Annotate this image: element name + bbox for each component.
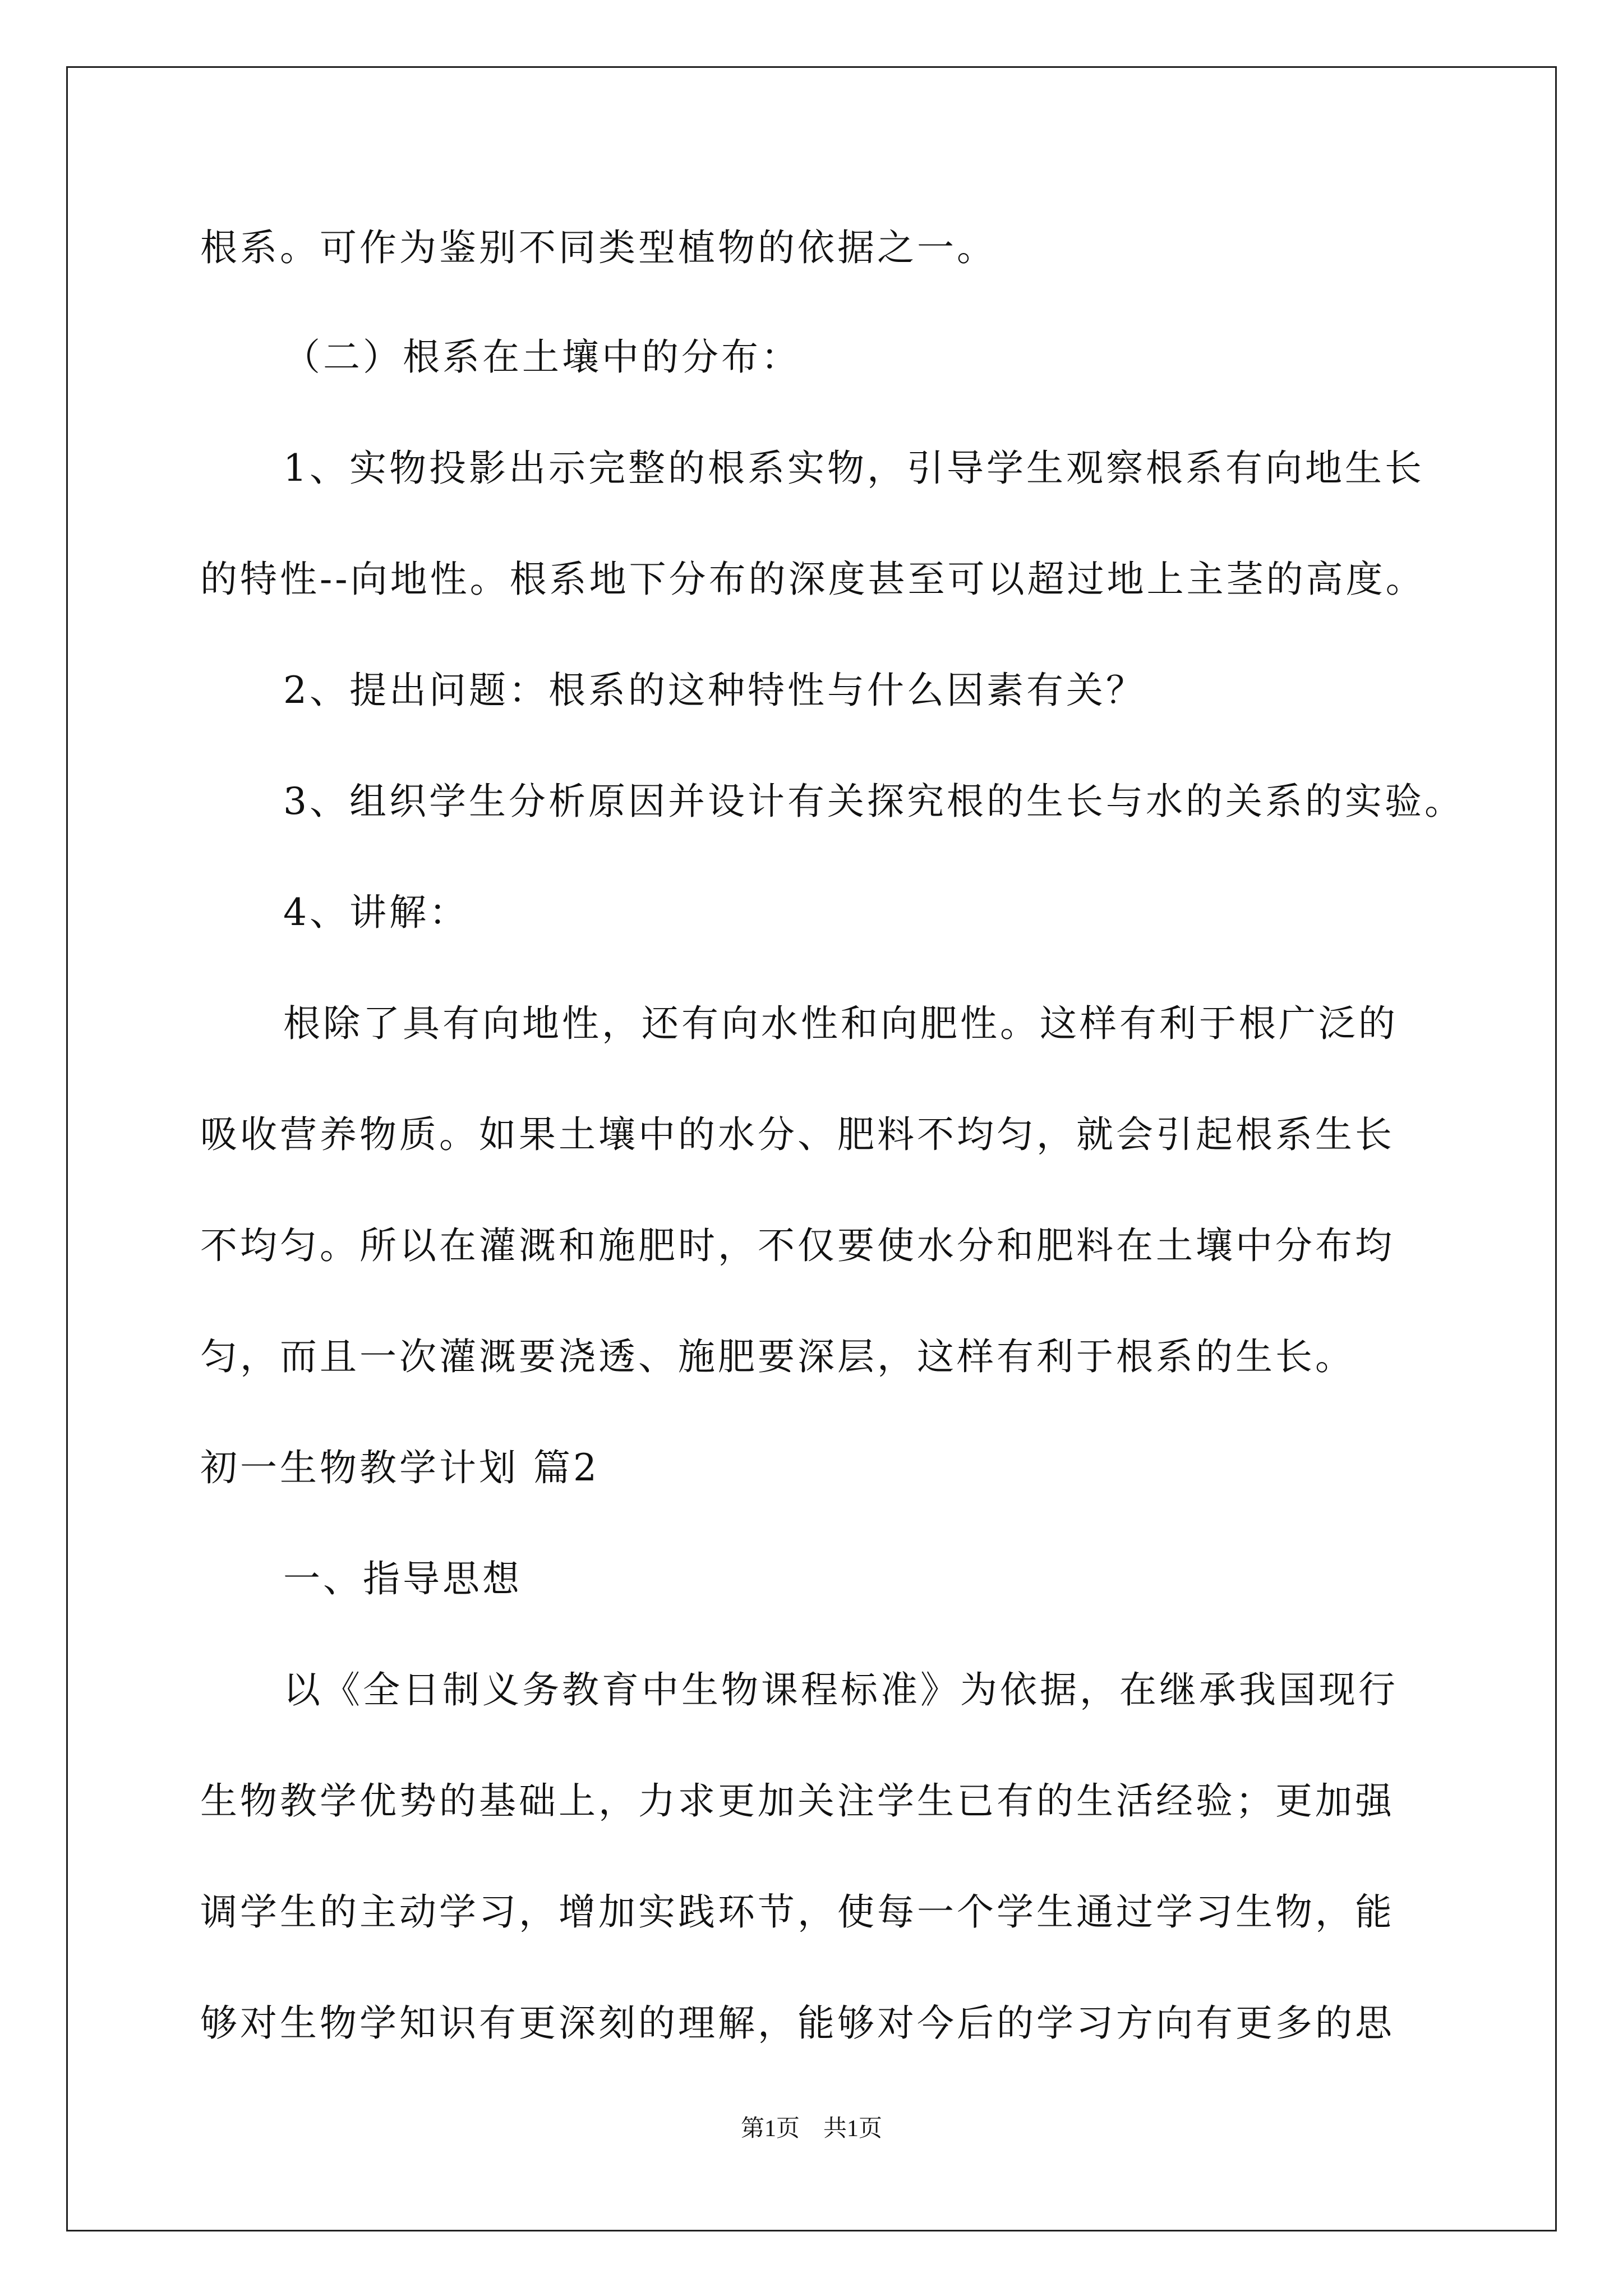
paragraph-line: 根系。可作为鉴别不同类型植物的依据之一。 <box>200 226 997 269</box>
paragraph-line: 4、讲解： <box>283 891 469 934</box>
paragraph-line: 不均匀。所以在灌溉和施肥时，不仅要使水分和肥料在土壤中分布均 <box>200 1224 1395 1267</box>
section-heading: （二）根系在土壤中的分布： <box>283 335 801 379</box>
paragraph-line: 2、提出问题：根系的这种特性与什么因素有关？ <box>283 669 1146 712</box>
paragraph-line: 1、实物投影出示完整的根系实物，引导学生观察根系有向地生长 <box>283 447 1424 490</box>
section-title: 初一生物教学计划 篇2 <box>200 1446 600 1489</box>
paragraph-line: 的特性--向地性。根系地下分布的深度甚至可以超过地上主茎的高度。 <box>200 558 1426 601</box>
paragraph-line: 调学生的主动学习，增加实践环节，使每一个学生通过学习生物，能 <box>200 1890 1395 1934</box>
paragraph-line: 以《全日制义务教育中生物课程标准》为依据，在继承我国现行 <box>283 1668 1398 1711</box>
paragraph-line: 根除了具有向地性，还有向水性和向肥性。这样有利于根广泛的 <box>283 1002 1398 1045</box>
paragraph-line: 生物教学优势的基础上，力求更加关注学生已有的生活经验；更加强 <box>200 1779 1395 1823</box>
paragraph-line: 够对生物学知识有更深刻的理解，能够对今后的学习方向有更多的思 <box>200 2001 1395 2045</box>
paragraph-line: 3、组织学生分析原因并设计有关探究根的生长与水的关系的实验。 <box>283 780 1464 823</box>
page-footer: 第1页 共1页 <box>740 2116 882 2142</box>
paragraph-line: 吸收营养物质。如果土壤中的水分、肥料不均匀，就会引起根系生长 <box>200 1113 1395 1156</box>
section-heading: 一、指导思想 <box>283 1557 522 1600</box>
paragraph-line: 匀，而且一次灌溉要浇透、施肥要深层，这样有利于根系的生长。 <box>200 1335 1355 1378</box>
